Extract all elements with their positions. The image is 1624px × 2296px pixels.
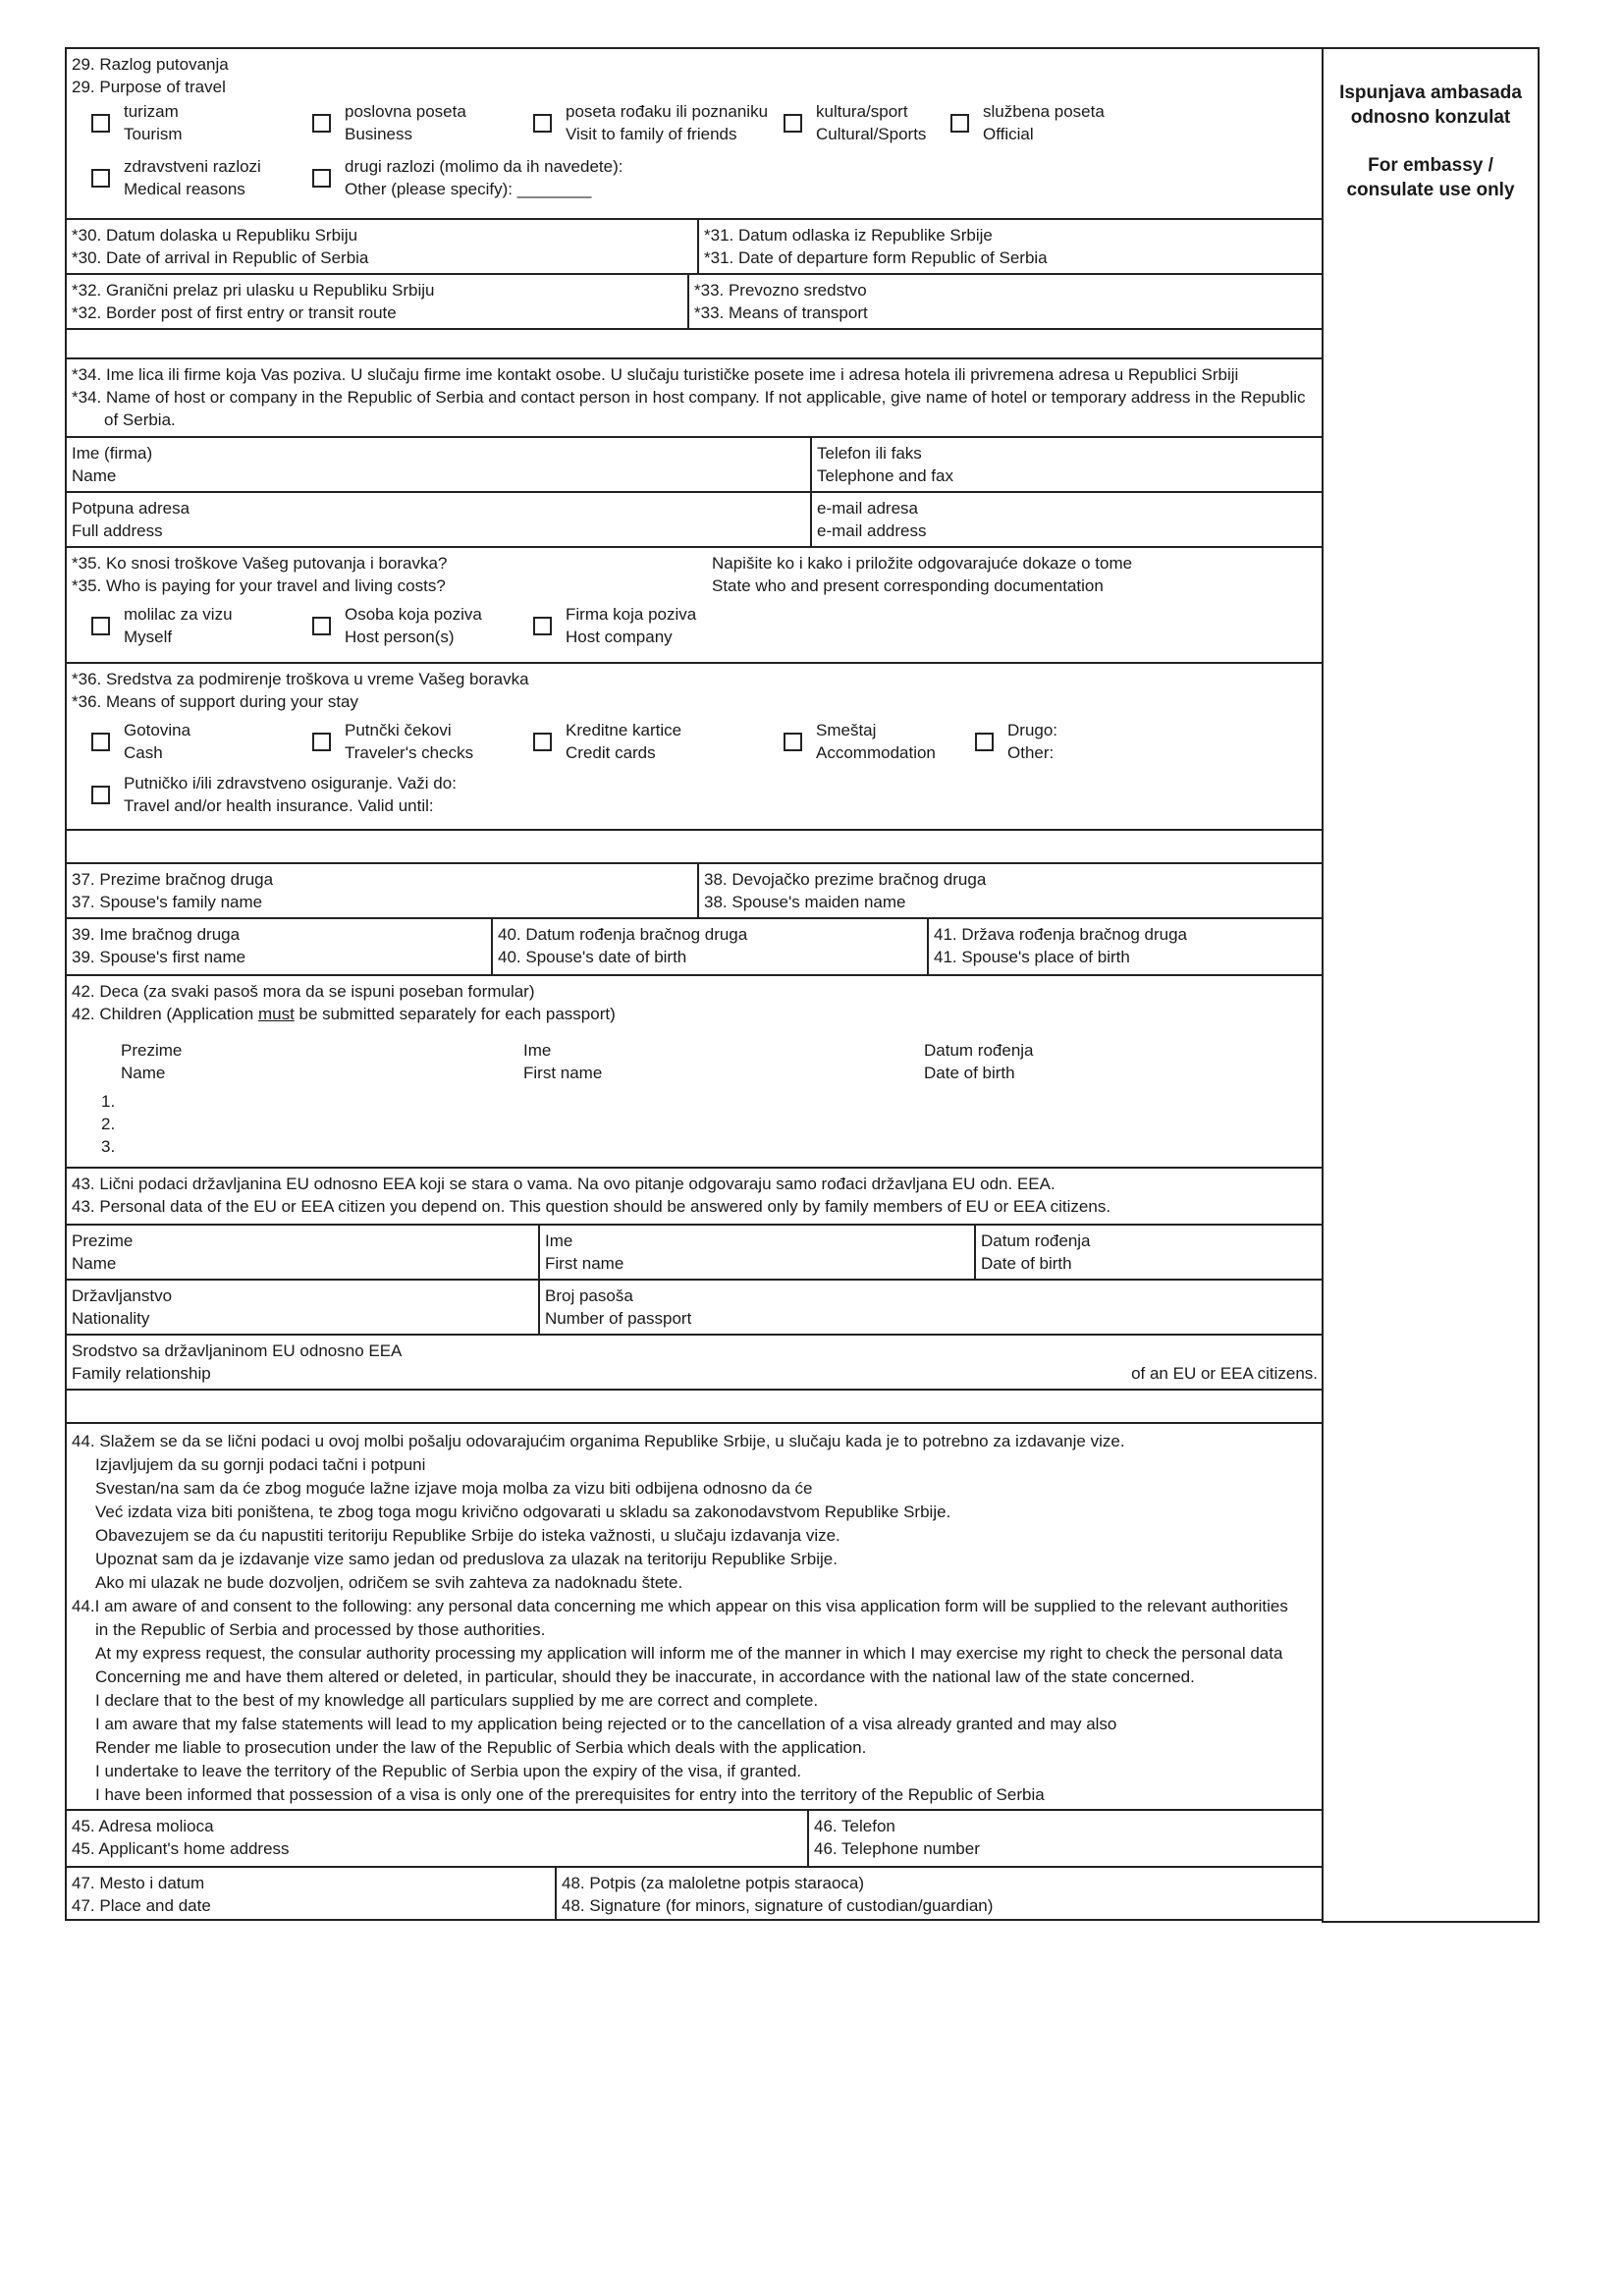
option-label-en: Other: — [1007, 743, 1055, 762]
q47-label-sr: 47. Mesto i datum — [72, 1874, 205, 1892]
option-label-sr: Gotovina — [124, 721, 191, 739]
support-travelers-checks-option[interactable] — [312, 719, 533, 764]
section-36-support — [67, 662, 1324, 829]
declaration-sr-line: Ako mi ulazak ne bude dozvoljen, odričem se svih zahteva za nadoknadu štete. — [95, 1573, 683, 1592]
q30-label-sr: *30. Datum dolaska u Republiku Srbiju — [72, 226, 358, 245]
eu-dob-label-sr: Datum rođenja — [981, 1231, 1091, 1250]
option-label-en: Credit cards — [566, 743, 656, 762]
q39-label-sr: 39. Ime bračnog druga — [72, 925, 241, 944]
q42-label-en-b: be submitted separately for each passport) — [294, 1005, 616, 1023]
eu-surname-label-en: Name — [72, 1254, 117, 1273]
option-label-sr: drugi razlozi (molimo da ih navedete): — [345, 157, 623, 176]
place-date-field[interactable] — [67, 1868, 555, 1919]
costs-host-company-option[interactable] — [533, 603, 784, 648]
q42-label-en-must: must — [257, 1005, 295, 1023]
q45-label-sr: 45. Adresa molioca — [72, 1817, 214, 1835]
purpose-official-option[interactable] — [950, 100, 1117, 145]
embassy-use-en: For embassy / consulate use only — [1346, 155, 1515, 200]
declaration-en-line: I undertake to leave the territory of the Republic of Serbia upon the expiry of the visa, if granted. — [95, 1762, 802, 1780]
eu-name-row — [67, 1224, 1324, 1279]
arrival-date-field[interactable] — [67, 220, 697, 273]
declaration-sr-line: Izjavljujem da su gornji podaci tačni i potpuni — [95, 1455, 426, 1474]
checkbox-icon[interactable] — [312, 114, 331, 133]
checkbox-icon[interactable] — [91, 617, 110, 635]
child-row-2[interactable]: 2. — [101, 1115, 116, 1133]
host-email-label-sr: e-mail adresa — [817, 499, 918, 518]
option-label-en: Cash — [124, 743, 163, 762]
option-label-en: Travel and/or health insurance. Valid until: — [124, 796, 434, 815]
q32-label-en: *32. Border post of first entry or transit route — [72, 303, 397, 322]
eu-surname-field[interactable] — [67, 1226, 538, 1279]
support-other-option[interactable] — [975, 719, 1112, 764]
q33-label-en: *33. Means of transport — [694, 303, 868, 322]
eu-dob-field[interactable] — [974, 1226, 1322, 1279]
host-address-label-en: Full address — [72, 521, 163, 540]
q29-label-sr: 29. Razlog putovanja — [72, 55, 229, 74]
option-label-en: Host person(s) — [345, 628, 455, 646]
child-firstname-header-en: First name — [523, 1064, 603, 1082]
host-address-row — [67, 491, 1324, 546]
option-label-en: Host company — [566, 628, 673, 646]
checkbox-icon[interactable] — [91, 169, 110, 188]
checkbox-icon[interactable] — [533, 617, 552, 635]
checkbox-icon[interactable] — [91, 114, 110, 133]
section-39-41 — [67, 917, 1324, 974]
spacer — [67, 328, 1324, 357]
eu-nationality-label-en: Nationality — [72, 1309, 150, 1328]
eu-relationship-field[interactable] — [67, 1336, 1322, 1389]
spacer — [67, 829, 1324, 862]
option-label-sr: službena poseta — [983, 102, 1105, 121]
q35-note-sr: Napišite ko i kako i priložite odgovarajuće dokaze o tome — [712, 554, 1133, 573]
child-row-3[interactable]: 3. — [101, 1137, 116, 1156]
option-label-en: Business — [345, 125, 412, 143]
option-label-sr: Putnčki čekovi — [345, 721, 452, 739]
checkbox-icon[interactable] — [533, 733, 552, 751]
section-47-48 — [67, 1866, 1324, 1921]
option-label-sr: Firma koja poziva — [566, 605, 697, 624]
embassy-use-sr: Ispunjava ambasada odnosno konzulat — [1339, 82, 1522, 128]
q35-label-sr: *35. Ko snosi troškove Vašeg putovanja i boravka? — [72, 554, 448, 573]
spouse-dob-field[interactable] — [491, 919, 927, 974]
q36-label-en: *36. Means of support during your stay — [72, 692, 358, 711]
q45-label-en: 45. Applicant's home address — [72, 1839, 290, 1858]
q47-label-en: 47. Place and date — [72, 1896, 211, 1915]
q37-label-sr: 37. Prezime bračnog druga — [72, 870, 274, 889]
option-label-en: Cultural/Sports — [816, 125, 927, 143]
purpose-culture-option[interactable] — [784, 100, 950, 145]
application-form — [65, 47, 1324, 1921]
eu-dob-label-en: Date of birth — [981, 1254, 1072, 1273]
section-32-33 — [67, 273, 1324, 328]
eu-nationality-field[interactable] — [67, 1281, 538, 1334]
q43-label-sr: 43. Lični podaci državljanina EU odnosno EEA koji se stara o vama. Na ovo pitanje odgovaraju samo rođaci državljana EU odn. EEA. — [72, 1175, 1056, 1193]
declaration-en-line: I am aware that my false statements will lead to my application being rejected or to the cancellation of a visa already granted and may also — [95, 1715, 1117, 1733]
q36-label-sr: *36. Sredstva za podmirenje troškova u vreme Vašeg boravka — [72, 670, 529, 688]
purpose-tourism-option[interactable] — [91, 100, 312, 145]
spouse-first-name-field[interactable] — [67, 919, 491, 974]
q40-label-sr: 40. Datum rođenja bračnog druga — [498, 925, 748, 944]
child-row-1[interactable]: 1. — [101, 1092, 116, 1111]
eu-firstname-field[interactable] — [538, 1226, 974, 1279]
option-label-sr: Kreditne kartice — [566, 721, 682, 739]
declaration-sr-line: Svestan/na sam da će zbog moguće lažne izjave moja molba za vizu biti odbijena odnosno da će — [95, 1479, 813, 1498]
q39-label-en: 39. Spouse's first name — [72, 948, 246, 966]
q38-label-en: 38. Spouse's maiden name — [704, 893, 906, 911]
declaration-sr-line: Upoznat sam da je izdavanje vize samo jedan od preduslova za ulazak na teritoriju Republike Srbije. — [95, 1550, 838, 1568]
eu-firstname-label-en: First name — [545, 1254, 624, 1273]
option-label-en: Official — [983, 125, 1034, 143]
checkbox-icon[interactable] — [975, 733, 994, 751]
host-address-field[interactable] — [67, 493, 810, 546]
declaration-en-line: 44.I am aware of and consent to the following: any personal data concerning me which appear on this visa application form will be supplied to the relevant authorities — [72, 1597, 1288, 1615]
spouse-maiden-name-field[interactable] — [697, 864, 1322, 917]
option-label-sr: poslovna poseta — [345, 102, 466, 121]
q48-label-sr: 48. Potpis (za maloletne potpis staraoca) — [562, 1874, 865, 1892]
declaration-sr-line: 44. Slažem se da se lični podaci u ovoj molbi pošalju odovarajućim organima Republike Srbije, u slučaju kada je to potrebno za izdavanje vize. — [72, 1432, 1125, 1450]
host-email-label-en: e-mail address — [817, 521, 927, 540]
q40-label-en: 40. Spouse's date of birth — [498, 948, 687, 966]
option-label-en: Tourism — [124, 125, 183, 143]
q37-label-en: 37. Spouse's family name — [72, 893, 263, 911]
support-insurance-option[interactable] — [91, 772, 680, 817]
child-dob-header-en: Date of birth — [924, 1064, 1015, 1082]
section-29-purpose — [67, 47, 1324, 218]
eu-relationship-label-en: Family relationship — [72, 1364, 211, 1383]
section-42-children — [67, 974, 1324, 1167]
q42-label-sr: 42. Deca (za svaki pasoš mora da se ispuni poseban formular) — [72, 982, 535, 1001]
q35-note-en: State who and present corresponding documentation — [712, 576, 1104, 595]
section-43-eu-citizen — [67, 1167, 1324, 1224]
signature-field[interactable] — [555, 1868, 1322, 1919]
option-label-sr: kultura/sport — [816, 102, 908, 121]
option-label-sr: zdravstveni razlozi — [124, 157, 261, 176]
declaration-en-line: Concerning me and have them altered or deleted, in particular, should they be inaccurate, in accordance with the national law of the state concerned. — [95, 1667, 1195, 1686]
embassy-use-column — [1322, 47, 1540, 1923]
child-dob-header-sr: Datum rođenja — [924, 1041, 1034, 1060]
applicant-address-field[interactable] — [67, 1811, 807, 1866]
declaration-sr-line: Obavezujem se da ću napustiti teritoriju Republike Srbije do isteka važnosti, u slučaju izdavanja vize. — [95, 1526, 840, 1545]
q41-label-en: 41. Spouse's place of birth — [934, 948, 1130, 966]
eu-nationality-label-sr: Državljanstvo — [72, 1286, 173, 1305]
option-label-sr: Putničko i/ili zdravstveno osiguranje. Važi do: — [124, 774, 457, 793]
purpose-medical-option[interactable] — [91, 155, 312, 200]
eu-nationality-row — [67, 1279, 1324, 1334]
host-name-row — [67, 436, 1324, 491]
support-credit-cards-option[interactable] — [533, 719, 784, 764]
support-cash-option[interactable] — [91, 719, 312, 764]
host-name-label-sr: Ime (firma) — [72, 444, 153, 463]
host-phone-field[interactable] — [810, 438, 1322, 491]
declaration-en-line: in the Republic of Serbia and processed by those authorities. — [95, 1620, 546, 1639]
q35-label-en: *35. Who is paying for your travel and living costs? — [72, 576, 446, 595]
section-45-46 — [67, 1809, 1324, 1866]
section-30-31 — [67, 218, 1324, 273]
option-label-sr: turizam — [124, 102, 179, 121]
checkbox-icon[interactable] — [784, 733, 802, 751]
q30-label-en: *30. Date of arrival in Republic of Serbia — [72, 248, 369, 267]
declaration-en-line: I have been informed that possession of a visa is only one of the prerequisites for entry into the territory of the Republic of Serbia — [95, 1785, 1045, 1804]
declaration-en-line: Render me liable to prosecution under the law of the Republic of Serbia which deals with the application. — [95, 1738, 867, 1757]
departure-date-field[interactable] — [697, 220, 1322, 273]
eu-passport-field[interactable] — [538, 1281, 1322, 1334]
declaration-en-line: I declare that to the best of my knowledge all particulars supplied by me are correct and complete. — [95, 1691, 819, 1710]
option-label-en: Visit to family of friends — [566, 125, 737, 143]
option-label-en: Other (please specify): ________ — [345, 180, 592, 198]
q32-label-sr: *32. Granični prelaz pri ulasku u Republiku Srbiju — [72, 281, 435, 300]
option-label-en: Traveler's checks — [345, 743, 474, 762]
eu-relationship-row — [67, 1334, 1324, 1389]
q34-label-en-cont: of Serbia. — [104, 410, 176, 429]
checkbox-icon[interactable] — [312, 169, 331, 188]
q31-label-en: *31. Date of departure form Republic of Serbia — [704, 248, 1048, 267]
purpose-visit-option[interactable] — [533, 100, 784, 145]
eu-relationship-label-sr: Srodstvo sa državljaninom EU odnosno EEA — [72, 1341, 403, 1360]
applicant-phone-field[interactable] — [807, 1811, 1322, 1866]
border-post-field[interactable] — [67, 275, 687, 328]
eu-passport-label-en: Number of passport — [545, 1309, 692, 1328]
declaration-en-line: At my express request, the consular authority processing my application will inform me of the manner in which I may exercise my right to check the personal data — [95, 1644, 1283, 1663]
q31-label-sr: *31. Datum odlaska iz Republike Srbije — [704, 226, 993, 245]
checkbox-icon[interactable] — [91, 733, 110, 751]
spacer — [67, 1389, 1324, 1422]
host-address-label-sr: Potpuna adresa — [72, 499, 190, 518]
section-44-declaration — [67, 1422, 1324, 1809]
option-label-sr: molilac za vizu — [124, 605, 233, 624]
host-name-label-en: Name — [72, 466, 117, 485]
checkbox-icon[interactable] — [91, 786, 110, 804]
q41-label-sr: 41. Država rođenja bračnog druga — [934, 925, 1187, 944]
option-label-sr: poseta rođaku ili poznaniku — [566, 102, 769, 121]
checkbox-icon[interactable] — [312, 617, 331, 635]
option-label-sr: Osoba koja poziva — [345, 605, 482, 624]
section-34-host — [67, 357, 1324, 436]
spouse-birthplace-field[interactable] — [927, 919, 1322, 974]
checkbox-icon[interactable] — [533, 114, 552, 133]
costs-host-person-option[interactable] — [312, 603, 533, 648]
q48-label-en: 48. Signature (for minors, signature of custodian/guardian) — [562, 1896, 994, 1915]
child-firstname-header-sr: Ime — [523, 1041, 552, 1060]
transport-field[interactable] — [687, 275, 1322, 328]
q33-label-sr: *33. Prevozno sredstvo — [694, 281, 867, 300]
host-phone-label-en: Telephone and fax — [817, 466, 953, 485]
costs-myself-option[interactable] — [91, 603, 312, 648]
q38-label-sr: 38. Devojačko prezime bračnog druga — [704, 870, 987, 889]
eu-passport-label-sr: Broj pasoša — [545, 1286, 633, 1305]
host-email-field[interactable] — [810, 493, 1322, 546]
option-label-sr: Smeštaj — [816, 721, 877, 739]
checkbox-icon[interactable] — [784, 114, 802, 133]
q29-label-en: 29. Purpose of travel — [72, 78, 226, 96]
section-35-costs — [67, 546, 1324, 662]
eu-firstname-label-sr: Ime — [545, 1231, 573, 1250]
section-37-38 — [67, 862, 1324, 917]
checkbox-icon[interactable] — [312, 733, 331, 751]
purpose-other-option[interactable] — [312, 155, 803, 200]
q34-label-en: *34. Name of host or company in the Republic of Serbia and contact person in host company. If not applicable, give name of hotel or temporary address in the Republic — [72, 388, 1306, 407]
child-surname-header-sr: Prezime — [121, 1041, 183, 1060]
host-name-field[interactable] — [67, 438, 810, 491]
eu-surname-label-sr: Prezime — [72, 1231, 134, 1250]
purpose-business-option[interactable] — [312, 100, 533, 145]
declaration-sr-line: Već izdata viza biti poništena, te zbog toga mogu krivično odgovarati u skladu sa zakonodavstvom Republike Srbije. — [95, 1503, 951, 1521]
q42-label-en — [72, 1003, 1317, 1025]
option-label-en: Myself — [124, 628, 173, 646]
option-label-sr: Drugo: — [1007, 721, 1058, 739]
q46-label-en: 46. Telephone number — [814, 1839, 980, 1858]
option-label-en: Medical reasons — [124, 180, 245, 198]
q43-label-en: 43. Personal data of the EU or EEA citizen you depend on. This question should be answered only by family members of EU or EEA citizens. — [72, 1197, 1111, 1216]
q46-label-sr: 46. Telefon — [814, 1817, 895, 1835]
q42-label-en-a: 42. Children (Application — [72, 1005, 258, 1023]
spouse-family-name-field[interactable] — [67, 864, 697, 917]
child-surname-header-en: Name — [121, 1064, 166, 1082]
option-label-en: Accommodation — [816, 743, 936, 762]
eu-relationship-suffix: of an EU or EEA citizens. — [1131, 1364, 1318, 1383]
q34-label-sr: *34. Ime lica ili firme koja Vas poziva. U slučaju firme ime kontakt osobe. U slučaju turističke posete ime i adresa hotela ili privremena adresa u Republici Srbiji — [72, 365, 1239, 384]
support-accommodation-option[interactable] — [784, 719, 975, 764]
checkbox-icon[interactable] — [950, 114, 969, 133]
host-phone-label-sr: Telefon ili faks — [817, 444, 922, 463]
